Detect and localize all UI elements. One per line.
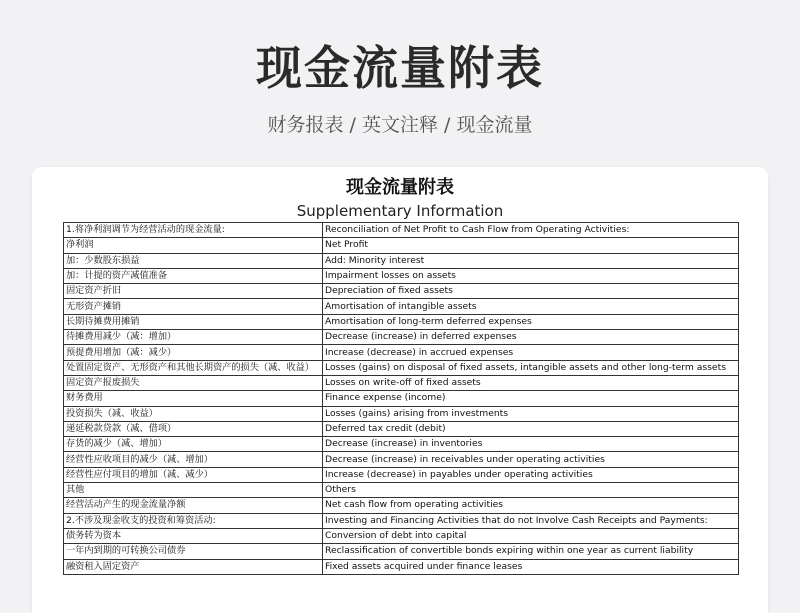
cn-cell: 预提费用增加（减：减少） <box>64 345 323 360</box>
table-row <box>64 375 739 390</box>
table-row <box>64 253 739 268</box>
en-cell: Impairment losses on assets <box>323 268 739 283</box>
table-row <box>64 299 739 314</box>
table-row <box>64 559 739 574</box>
table-row <box>64 483 739 498</box>
cn-cell: 待摊费用减少（减：增加） <box>64 330 323 345</box>
cn-cell: 递延税款贷款（减、借项） <box>64 421 323 436</box>
table-row <box>64 391 739 406</box>
en-cell: Reclassification of convertible bonds expiring within one year as current liability <box>323 544 739 559</box>
cn-cell: 存货的减少（减、增加） <box>64 437 323 452</box>
supplementary-table <box>63 222 739 575</box>
table-row <box>64 421 739 436</box>
table-row <box>64 284 739 299</box>
cn-cell: 财务费用 <box>64 391 323 406</box>
cn-cell: 融资租入固定资产 <box>64 559 323 574</box>
en-cell: Deferred tax credit (debit) <box>323 421 739 436</box>
document-card <box>32 167 768 613</box>
en-cell: Losses (gains) arising from investments <box>323 406 739 421</box>
en-cell: Add: Minority interest <box>323 253 739 268</box>
en-cell: Increase (decrease) in accrued expenses <box>323 345 739 360</box>
table-row <box>64 330 739 345</box>
en-cell: Decrease (increase) in deferred expenses <box>323 330 739 345</box>
cn-cell: 无形资产摊销 <box>64 299 323 314</box>
en-cell: Increase (decrease) in payables under operating activities <box>323 467 739 482</box>
table-row <box>64 498 739 513</box>
en-cell: Losses (gains) on disposal of fixed assets, intangible assets and other long-term assets <box>323 360 739 375</box>
table-row <box>64 345 739 360</box>
cn-cell: 经营活动产生的现金流量净额 <box>64 498 323 513</box>
cn-cell: 经营性应付项目的增加（减、减少） <box>64 467 323 482</box>
en-cell: Conversion of debt into capital <box>323 528 739 543</box>
cn-cell: 经营性应收项目的减少（减、增加） <box>64 452 323 467</box>
cn-cell: 投资损失（减、收益） <box>64 406 323 421</box>
page-subtitle: 财务报表 / 英文注释 / 现金流量 <box>267 114 533 136</box>
table-row <box>64 268 739 283</box>
cn-cell: 1.将净利润调节为经营活动的现金流量: <box>64 223 323 238</box>
table-row <box>64 528 739 543</box>
en-cell: Depreciation of fixed assets <box>323 284 739 299</box>
table-row <box>64 223 739 238</box>
table-row <box>64 360 739 375</box>
en-cell: Others <box>323 483 739 498</box>
cn-cell: 加：计提的资产减值准备 <box>64 268 323 283</box>
cn-cell: 长期待摊费用摊销 <box>64 314 323 329</box>
en-cell: Amortisation of intangible assets <box>323 299 739 314</box>
table-row <box>64 437 739 452</box>
en-cell: Net Profit <box>323 238 739 253</box>
en-cell: Amortisation of long-term deferred expenses <box>323 314 739 329</box>
cn-cell: 加：少数股东损益 <box>64 253 323 268</box>
en-cell: Decrease (increase) in inventories <box>323 437 739 452</box>
document-title: 现金流量附表 <box>346 177 454 198</box>
en-cell: Net cash flow from operating activities <box>323 498 739 513</box>
cn-cell: 固定资产折旧 <box>64 284 323 299</box>
en-cell: Finance expense (income) <box>323 391 739 406</box>
cn-cell: 一年内到期的可转换公司债券 <box>64 544 323 559</box>
en-cell: Investing and Financing Activities that do not Involve Cash Receipts and Payments: <box>323 513 739 528</box>
table-row <box>64 406 739 421</box>
table-row <box>64 452 739 467</box>
table-row <box>64 314 739 329</box>
cn-cell: 净利润 <box>64 238 323 253</box>
page-title: 现金流量附表 <box>256 41 544 95</box>
table-row <box>64 544 739 559</box>
table-row <box>64 513 739 528</box>
cn-cell: 债务转为资本 <box>64 528 323 543</box>
cn-cell: 其他 <box>64 483 323 498</box>
table-row <box>64 238 739 253</box>
document-subtitle: Supplementary Information <box>296 202 504 220</box>
cn-cell: 固定资产报废损失 <box>64 375 323 390</box>
en-cell: Fixed assets acquired under finance leases <box>323 559 739 574</box>
cn-cell: 处置固定资产、无形资产和其他长期资产的损失（减、收益） <box>64 360 323 375</box>
cn-cell: 2.不涉及现金收支的投资和筹资活动: <box>64 513 323 528</box>
en-cell: Losses on write-off of fixed assets <box>323 375 739 390</box>
en-cell: Reconciliation of Net Profit to Cash Flow from Operating Activities: <box>323 223 739 238</box>
table-row <box>64 467 739 482</box>
en-cell: Decrease (increase) in receivables under operating activities <box>323 452 739 467</box>
